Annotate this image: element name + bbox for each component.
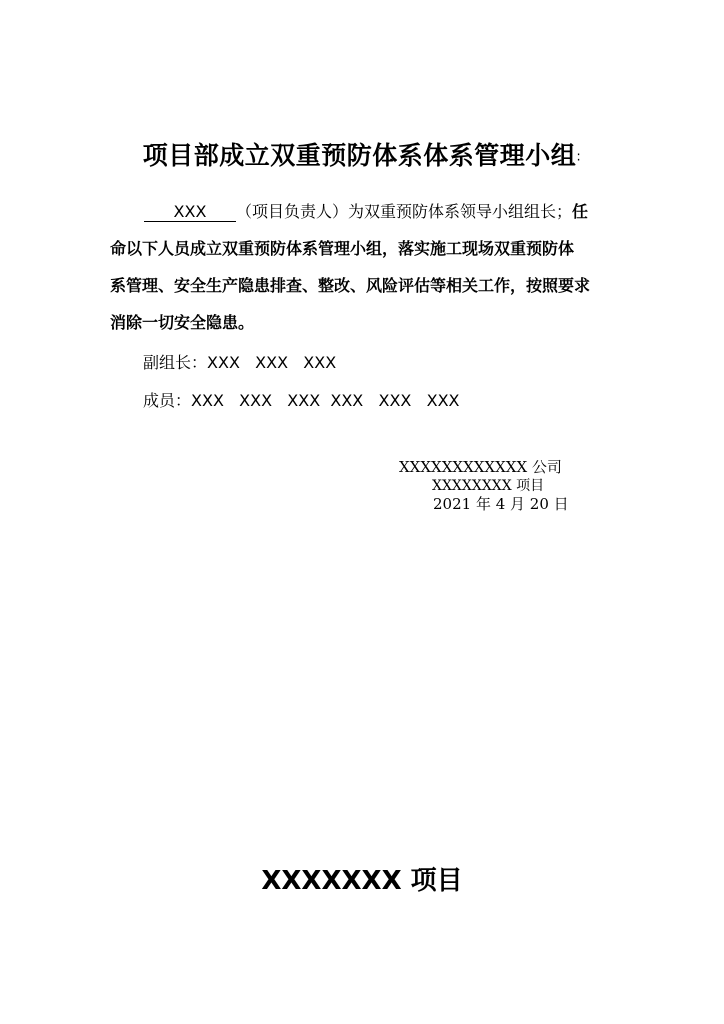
- signature-date: 2021 年 4 月 20 日: [433, 495, 569, 513]
- deputy-leaders-row: [143, 350, 336, 373]
- title-text: 项目部成立双重预防体系体系管理小组: [142, 141, 577, 170]
- paragraph-line-3: 系管理、安全生产隐患排查、整改、风险评估等相关工作，按照要求: [110, 276, 591, 295]
- leader-name-field: XXX: [144, 203, 236, 222]
- footer-project-name: XXXXXXX 项目: [261, 866, 463, 896]
- signature-company: XXXXXXXXXXXX 公司: [399, 458, 562, 476]
- appoint-text-start: 任: [572, 202, 589, 221]
- paragraph-line-2: 命以下人员成立双重预防体系管理小组，落实施工现场双重预防体: [110, 239, 575, 258]
- document-title: [0, 136, 724, 172]
- paragraph-line-1: [110, 193, 616, 230]
- deputy-label: 副组长：: [143, 353, 208, 372]
- members-row: [143, 388, 460, 411]
- paragraph-line-4: 消除一切安全隐患。: [110, 313, 255, 332]
- members-label: 成员：: [143, 391, 192, 410]
- leader-role-text: （项目负责人）为双重预防体系领导小组组长；: [236, 202, 573, 221]
- members-names: XXX XXX XXX XXX XXX XXX: [191, 391, 460, 410]
- signature-project: XXXXXXXX 项目: [432, 478, 545, 494]
- title-suffix: :: [576, 149, 582, 165]
- deputy-names: XXX XXX XXX: [207, 353, 337, 372]
